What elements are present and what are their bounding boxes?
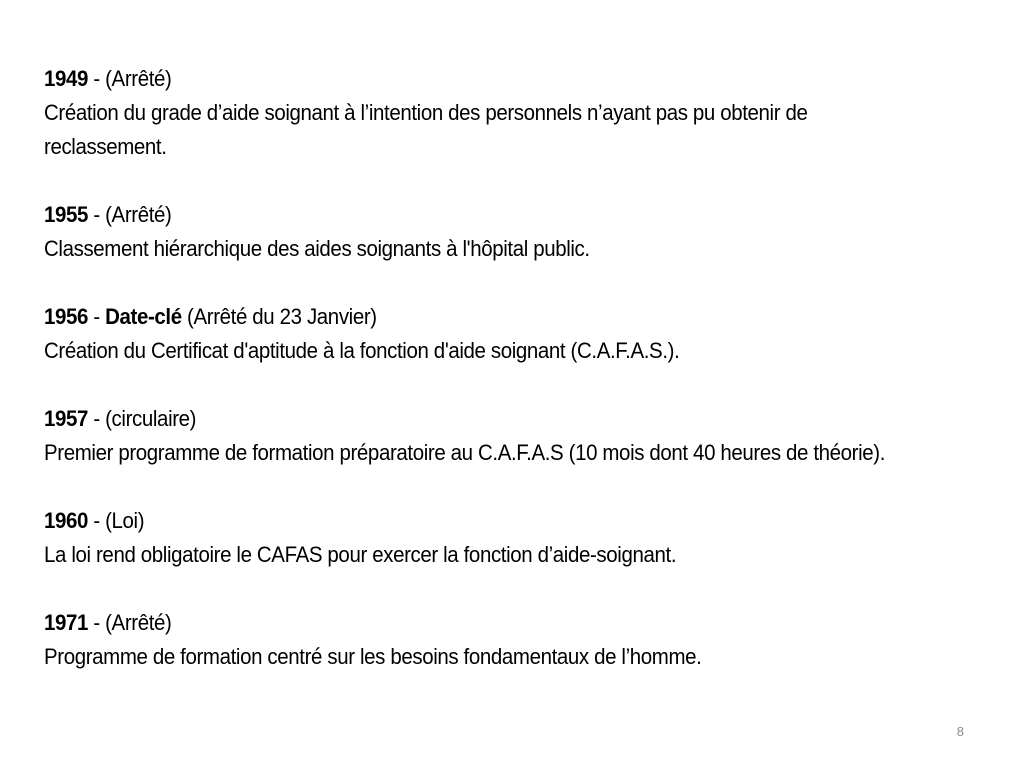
- timeline-entry-1960: [44, 504, 918, 572]
- slide-content: [44, 62, 918, 708]
- entry-heading: [44, 198, 918, 232]
- entry-heading: [44, 504, 918, 538]
- entry-heading: [44, 62, 918, 96]
- timeline-entry-1957: [44, 402, 918, 470]
- entry-heading: [44, 606, 918, 640]
- entry-type: (Arrêté): [105, 610, 172, 635]
- key-date-label: Date-clé: [105, 304, 182, 329]
- entry-description: La loi rend obligatoire le CAFAS pour exercer la fonction d’aide-soignant.: [44, 542, 677, 567]
- slide-number: 8: [956, 724, 964, 739]
- timeline-entry-1971: [44, 606, 918, 674]
- entry-separator: -: [88, 66, 106, 91]
- entry-heading: [44, 300, 918, 334]
- entry-year: 1955: [44, 202, 89, 227]
- timeline-entry-1955: [44, 198, 918, 266]
- entry-type: (Arrêté): [105, 66, 172, 91]
- entry-separator: -: [88, 610, 106, 635]
- entry-separator: -: [88, 202, 106, 227]
- entry-description: Programme de formation centré sur les besoins fondamentaux de l’homme.: [44, 644, 702, 669]
- timeline-entry-1949: [44, 62, 918, 164]
- entry-year: 1957: [44, 406, 89, 431]
- entry-type: (Loi): [105, 508, 145, 533]
- entry-description: Premier programme de formation préparatoire au C.A.F.A.S (10 mois dont 40 heures de théorie).: [44, 440, 886, 465]
- entry-separator: -: [88, 304, 106, 329]
- entry-description: Classement hiérarchique des aides soignants à l'hôpital public.: [44, 236, 590, 261]
- entry-type: (Arrêté du 23 Janvier): [181, 304, 377, 329]
- entry-description: Création du grade d’aide soignant à l’intention des personnels n’ayant pas pu obtenir de reclassement.: [44, 100, 808, 159]
- entry-year: 1971: [44, 610, 89, 635]
- entry-separator: -: [88, 406, 106, 431]
- entry-separator: -: [88, 508, 106, 533]
- entry-year: 1956: [44, 304, 89, 329]
- entry-type: (Arrêté): [105, 202, 172, 227]
- entry-heading: [44, 402, 918, 436]
- entry-type: (circulaire): [105, 406, 197, 431]
- entry-description: Création du Certificat d'aptitude à la fonction d'aide soignant (C.A.F.A.S.).: [44, 338, 680, 363]
- entry-year: 1949: [44, 66, 89, 91]
- timeline-entry-1956: [44, 300, 918, 368]
- entry-year: 1960: [44, 508, 89, 533]
